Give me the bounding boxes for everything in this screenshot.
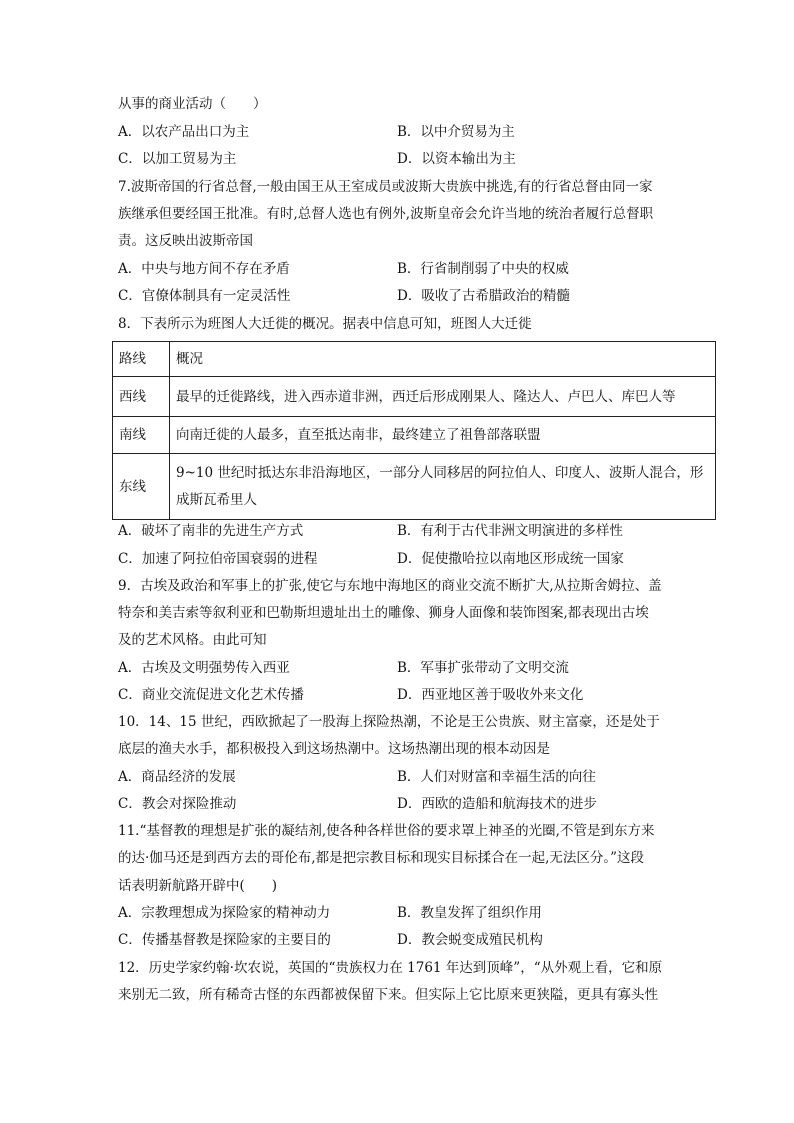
q10-stem-line-1: 10．14、15 世纪，西欧掀起了一股海上探险热潮，不论是王公贵族、财主富豪，还是处于 bbox=[118, 714, 660, 730]
q6-option-d: D．以资本输出为主 bbox=[397, 151, 516, 167]
table-header-overview: 概况 bbox=[170, 342, 716, 377]
q10-option-b: B．人们对财富和幸福生活的向往 bbox=[397, 769, 596, 785]
q11-stem-line-1: 11.“基督教的理想是扩张的凝结剂,使各种各样世俗的要求罩上神圣的光圈,不管是到东方来 bbox=[118, 823, 655, 839]
q12-stem-line-2: 来别无二致，所有稀奇古怪的东西都被保留下来。但实际上它比原来更狭隘，更具有寡头性 bbox=[118, 987, 658, 1003]
q11-option-b: B．教皇发挥了组织作用 bbox=[397, 905, 542, 921]
q8-option-c: C．加速了阿拉伯帝国衰弱的进程 bbox=[118, 551, 318, 567]
q9-option-b: B．军事扩张带动了文明交流 bbox=[397, 660, 569, 676]
q10-stem-line-2: 底层的渔夫水手，都积极投入到这场热潮中。这场热潮出现的根本动因是 bbox=[118, 741, 550, 757]
q8-option-d: D．促使撒哈拉以南地区形成统一国家 bbox=[397, 551, 624, 567]
desc-line: 最早的迁徙路线，进入西赤道非洲，西迁后形成刚果人、隆达人、卢巴人、库巴人等 bbox=[176, 388, 676, 405]
table-row bbox=[113, 417, 716, 454]
table-cell-desc bbox=[170, 454, 716, 520]
q9-stem-line-1: 9．古埃及政治和军事上的扩张,使它与东地中海地区的商业交流不断扩大,从拉斯舍姆拉、盖 bbox=[118, 578, 662, 594]
q7-option-d: D．吸收了古希腊政治的精髓 bbox=[397, 288, 570, 304]
table-row bbox=[113, 377, 716, 417]
table-row bbox=[113, 454, 716, 520]
q7-stem-line-2: 族继承但要经国王批准。有时,总督人选也有例外,波斯皇帝会允许当地的统治者履行总督职 bbox=[118, 206, 654, 222]
q11-option-c: C．传播基督教是探险家的主要目的 bbox=[118, 932, 331, 948]
q7-option-b: B．行省制削弱了中央的权威 bbox=[397, 261, 569, 277]
q10-option-a: A．商品经济的发展 bbox=[118, 769, 236, 785]
q6-option-b: B．以中介贸易为主 bbox=[397, 124, 515, 140]
q6-option-c: C．以加工贸易为主 bbox=[118, 151, 237, 167]
q7-stem-line-3: 责。这反映出波斯帝国 bbox=[118, 233, 253, 249]
q6-stem-tail: 从事的商业活动（ ） bbox=[118, 96, 267, 112]
table-cell-route: 南线 bbox=[113, 417, 170, 454]
desc-line: 向南迁徙的人最多，直至抵达南非，最终建立了祖鲁部落联盟 bbox=[176, 427, 541, 443]
table-cell-route: 西线 bbox=[113, 377, 170, 417]
q7-stem-line-1: 7.波斯帝国的行省总督,一般由国王从王室成员或波斯大贵族中挑选,有的行省总督由同一家 bbox=[118, 179, 653, 195]
table-header-route: 路线 bbox=[113, 342, 170, 377]
q8-option-b: B．有利于古代非洲文明演进的多样性 bbox=[397, 523, 623, 539]
q9-stem-line-2: 特奈和美吉索等叙利亚和巴勒斯坦遗址出土的雕像、狮身人面像和装饰图案,都表现出古埃 bbox=[118, 605, 649, 621]
table-cell-desc bbox=[170, 417, 716, 454]
q10-option-c: C．教会对探险推动 bbox=[118, 796, 237, 812]
q8-option-a: A．破坏了南非的先进生产方式 bbox=[118, 523, 304, 539]
q9-option-a: A．古埃及文明强势传入西亚 bbox=[118, 660, 290, 676]
q8-stem: 8．下表所示为班图人大迁徙的概况。据表中信息可知，班图人大迁徙 bbox=[118, 316, 532, 332]
q11-option-d: D．教会蜕变成殖民机构 bbox=[397, 932, 543, 948]
q9-stem-line-3: 及的艺术风格。由此可知 bbox=[118, 632, 267, 648]
q7-option-c: C．官僚体制具有一定灵活性 bbox=[118, 288, 291, 304]
q11-stem-line-3: 话表明新航路开辟中( ) bbox=[118, 878, 278, 894]
table-cell-route: 东线 bbox=[113, 454, 170, 520]
q7-option-a: A．中央与地方间不存在矛盾 bbox=[118, 261, 290, 277]
q9-option-c: C．商业交流促进文化艺术传播 bbox=[118, 687, 304, 703]
q11-option-a: A．宗教理想成为探险家的精神动力 bbox=[118, 905, 331, 921]
q11-stem-line-2: 的达·伽马还是到西方去的哥伦布,都是把宗教目标和现实目标揉合在一起,无法区分。”这段 bbox=[118, 850, 645, 866]
migration-table bbox=[112, 341, 716, 520]
q9-option-d: D．西亚地区善于吸收外来文化 bbox=[397, 687, 584, 703]
q6-option-a: A．以农产品出口为主 bbox=[118, 124, 250, 140]
q12-stem-line-1: 12．历史学家约翰·坎农说，英国的“贵族权力在 1761 年达到顶峰”，“从外观上看，它和原 bbox=[118, 960, 663, 976]
desc-line: 成斯瓦希里人 bbox=[176, 491, 257, 508]
q10-option-d: D．西欧的造船和航海技术的进步 bbox=[397, 796, 597, 812]
table-header-row bbox=[113, 342, 716, 377]
table-cell-desc bbox=[170, 377, 716, 417]
desc-line: 9~10 世纪时抵达东非沿海地区，一部分人同移居的阿拉伯人、印度人、波斯人混合，形 bbox=[176, 464, 704, 481]
